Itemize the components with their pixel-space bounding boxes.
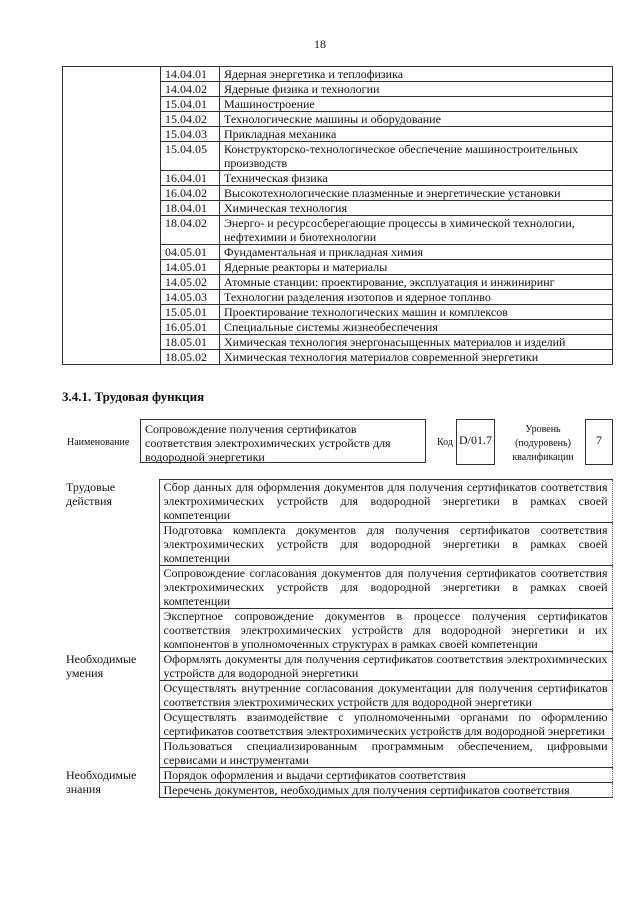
specialty-row <box>63 186 613 201</box>
specialty-code: 15.04.02 <box>161 112 220 127</box>
required-knowledge-item: Перечень документов, необходимых для получения сертификатов соответствия <box>159 783 612 798</box>
specialty-row <box>63 335 613 350</box>
blank-cell <box>63 112 161 127</box>
specialty-code: 04.05.01 <box>161 245 220 260</box>
blank-cell <box>63 82 161 97</box>
labor-function-code: D/01.7 <box>456 419 495 465</box>
labor-function-code-label: Код <box>437 437 453 448</box>
specialty-row <box>63 142 613 171</box>
specialty-name: Проектирование технологических машин и комплексов <box>220 305 613 320</box>
specialty-name: Специальные системы жизнеобеспечения <box>220 320 613 335</box>
specialty-code: 14.05.02 <box>161 275 220 290</box>
specialty-row <box>63 171 613 186</box>
specialty-name: Машиностроение <box>220 97 613 112</box>
labor-actions-label: Трудовые действия <box>62 480 159 652</box>
blank-cell <box>63 186 161 201</box>
blank-cell <box>63 67 161 82</box>
blank-cell <box>63 290 161 305</box>
required-skills-item: Оформлять документы для получения сертификатов соответствия электрохимических устройств для водородной энергетики <box>159 652 612 681</box>
specialty-row <box>63 216 613 245</box>
blank-cell <box>63 320 161 335</box>
specialty-row <box>63 112 613 127</box>
specialty-row <box>63 350 613 365</box>
blank-cell <box>63 305 161 320</box>
specialty-row <box>63 305 613 320</box>
specialty-code: 16.04.01 <box>161 171 220 186</box>
blank-cell <box>63 171 161 186</box>
specialty-row <box>63 290 613 305</box>
specialty-name: Высокотехнологические плазменные и энергетические установки <box>220 186 613 201</box>
labor-actions-item: Сопровождение согласования документов для получения сертификатов соответствия электрохимических устройств для водородной энергетики в рамках своей компетенции <box>159 566 612 609</box>
specialty-code: 14.05.03 <box>161 290 220 305</box>
required-skills-row <box>62 652 612 681</box>
specialty-name: Химическая технология энергонасыщенных материалов и изделий <box>220 335 613 350</box>
specialty-code: 14.04.02 <box>161 82 220 97</box>
specialty-name: Химическая технология материалов современной энергетики <box>220 350 613 365</box>
blank-cell <box>63 97 161 112</box>
specialties-table <box>62 66 613 365</box>
specialty-row <box>63 97 613 112</box>
blank-cell <box>63 335 161 350</box>
specialty-code: 15.05.01 <box>161 305 220 320</box>
specialty-code: 18.05.02 <box>161 350 220 365</box>
blank-cell <box>63 245 161 260</box>
specialty-code: 18.04.01 <box>161 201 220 216</box>
specialty-code: 16.04.02 <box>161 186 220 201</box>
specialty-row <box>63 245 613 260</box>
specialty-code: 14.04.01 <box>161 67 220 82</box>
specialty-code: 18.05.01 <box>161 335 220 350</box>
required-skills-label: Необходимые умения <box>62 652 159 768</box>
blank-cell <box>63 350 161 365</box>
specialty-row <box>63 67 613 82</box>
section-heading: 3.4.1. Трудовая функция <box>62 389 205 404</box>
specialty-row <box>63 320 613 335</box>
specialty-code: 14.05.01 <box>161 260 220 275</box>
blank-cell <box>63 127 161 142</box>
specialty-code: 15.04.03 <box>161 127 220 142</box>
labor-actions-item: Подготовка комплекта документов для получения сертификатов соответствия электрохимических устройств для водородной энергетики в рамках своей компетенции <box>159 523 612 566</box>
labor-function-name: Сопровождение получения сертификатов соответствия электрохимических устройств для водородной энергетики <box>140 419 426 463</box>
specialty-code: 15.04.01 <box>161 97 220 112</box>
specialty-name: Конструкторско-технологическое обеспечение машиностроительных производств <box>220 142 613 171</box>
specialty-name: Атомные станции: проектирование, эксплуатация и инжиниринг <box>220 275 613 290</box>
specialty-row <box>63 82 613 97</box>
specialty-row <box>63 201 613 216</box>
specialty-code: 16.05.01 <box>161 320 220 335</box>
specialty-name: Ядерная энергетика и теплофизика <box>220 67 613 82</box>
labor-function-name-label: Наименование <box>67 437 130 448</box>
labor-actions-item: Экспертное сопровождение документов в процессе получения сертификатов соответствия электрохимических устройств для водородной энергетики и их компонентов в уполномоченных структурах в рамках своей компетенции <box>159 609 612 652</box>
details-body <box>62 480 612 798</box>
page-number: 18 <box>314 37 326 51</box>
specialty-name: Прикладная механика <box>220 127 613 142</box>
specialty-row <box>63 275 613 290</box>
required-skills-item: Пользоваться специализированным программным обеспечением, цифровыми сервисами и инструментами <box>159 739 612 768</box>
blank-cell <box>63 216 161 245</box>
labor-actions-row <box>62 480 612 523</box>
specialty-row <box>63 260 613 275</box>
labor-function-details-table <box>62 479 613 798</box>
qualification-level-label: Уровень (подуровень) квалификации <box>512 424 574 463</box>
specialty-name: Технологические машины и оборудование <box>220 112 613 127</box>
blank-cell <box>63 142 161 171</box>
specialties-body <box>63 67 613 365</box>
required-knowledge-item: Порядок оформления и выдачи сертификатов соответствия <box>159 768 612 783</box>
required-knowledge-row <box>62 768 612 783</box>
specialty-code: 18.04.02 <box>161 216 220 245</box>
specialty-name: Технологии разделения изотопов и ядерное топливо <box>220 290 613 305</box>
required-knowledge-label: Необходимые знания <box>62 768 159 798</box>
required-skills-item: Осуществлять взаимодействие с уполномоченными органами по оформлению сертификатов соответствия электрохимических устройств для водородной энергетики <box>159 710 612 739</box>
specialty-name: Энерго- и ресурсосберегающие процессы в химической технологии, нефтехимии и биотехнологии <box>220 216 613 245</box>
blank-cell <box>63 260 161 275</box>
required-skills-item: Осуществлять внутренние согласования документации для получения сертификатов соответствия электрохимических устройств для водородной энергетики <box>159 681 612 710</box>
specialty-name: Техническая физика <box>220 171 613 186</box>
qualification-level: 7 <box>585 419 613 465</box>
blank-cell <box>63 275 161 290</box>
labor-actions-item: Сбор данных для оформления документов для получения сертификатов соответствия электрохимических устройств для водородной энергетики в рамках своей компетенции <box>159 480 612 523</box>
specialty-name: Химическая технология <box>220 201 613 216</box>
specialty-name: Ядерные реакторы и материалы <box>220 260 613 275</box>
specialty-name: Ядерные физика и технологии <box>220 82 613 97</box>
specialty-row <box>63 127 613 142</box>
specialty-code: 15.04.05 <box>161 142 220 171</box>
blank-cell <box>63 201 161 216</box>
specialty-name: Фундаментальная и прикладная химия <box>220 245 613 260</box>
